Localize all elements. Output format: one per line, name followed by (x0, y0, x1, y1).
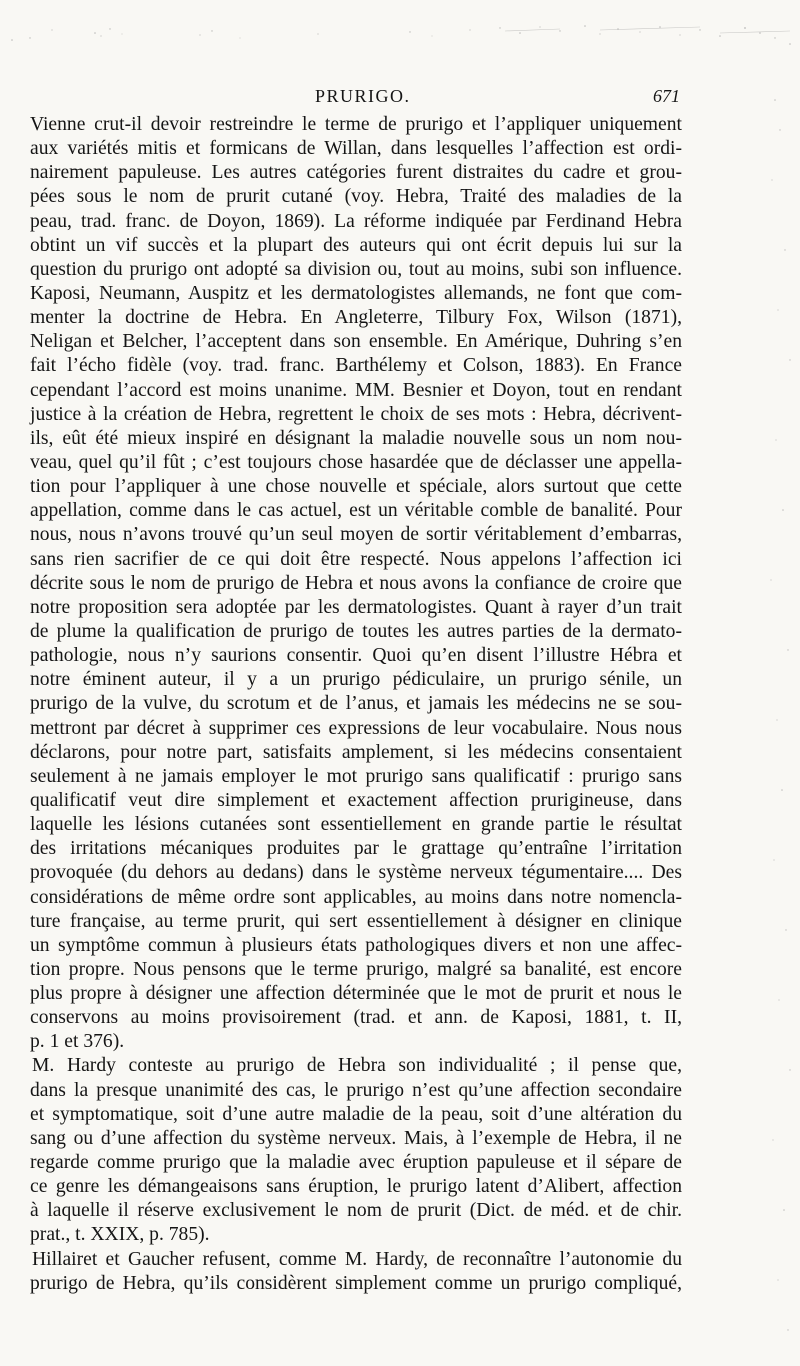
text-line: prat., t. XXIX, p. 785). (30, 1224, 210, 1246)
text-line: dans la presque unanimité des cas, le prurigo n’est qu’une affection secondaire (30, 1079, 682, 1101)
text-line: conservons au moins provisoirement (trad. et ann. de Kaposi, 1881, t. II, (30, 1007, 682, 1029)
text-line: nous, nous n’avons trouvé qu’un seul moyen de sortir véritablement d’embarras, (30, 524, 682, 546)
text-line: appellation, comme dans le cas actuel, est un véritable comble de banalité. Pour (30, 500, 682, 522)
text-line: tion propre. Nous pensons que le terme prurigo, malgré sa banalité, est encore (30, 958, 682, 980)
text-line: sang ou d’une affection du système nerveux. Mais, à l’exemple de Hebra, il ne (30, 1127, 682, 1149)
text-line: p. 1 et 376). (30, 1031, 125, 1053)
text-line: laquelle les lésions cutanées sont essentiellement en grande partie le résultat (30, 814, 682, 836)
text-line: M. Hardy conteste au prurigo de Hebra son individualité ; il pense que, (32, 1055, 682, 1077)
text-line: ture française, au terme prurit, qui sert essentiellement à désigner en clinique (30, 910, 682, 932)
paragraph-2 (30, 1054, 682, 1247)
text-line: regarde comme prurigo que la maladie avec éruption papuleuse et il sépare de (30, 1152, 682, 1174)
paragraph-3 (30, 1248, 682, 1296)
text-line: Vienne crut-il devoir restreindre le terme de prurigo et l’appliquer uniquement (30, 114, 682, 135)
body-text (30, 113, 682, 1296)
text-line: pathologie, nous n’y saurions consentir. Quoi qu’en disent l’illustre Hébra et (30, 645, 682, 667)
text-line: obtint un vif succès et la plupart des auteurs qui ont écrit depuis lui sur la (30, 234, 682, 256)
text-line: tion pour l’appliquer à une chose nouvelle et spéciale, alors surtout que cette (30, 476, 682, 498)
text-line: veau, quel qu’il fût ; c’est toujours chose hasardée que de déclasser une appella- (30, 451, 682, 473)
text-line: ce genre les démangeaisons sans éruption, le prurigo latent d’Alibert, affection (30, 1176, 682, 1198)
text-line: décrite sous le nom de prurigo de Hebra et nous avons la confiance de croire que (30, 572, 682, 594)
text-line: Neligan et Belcher, l’acceptent dans son ensemble. En Amérique, Duhring s’en (30, 331, 682, 353)
text-line: prurigo de Hebra, qu’ils considèrent simplement comme un prurigo compliqué, (30, 1272, 682, 1294)
text-line: notre proposition sera adoptée par les dermatologistes. Quant à rayer d’un trait (30, 596, 682, 618)
text-line: de plume la qualification de prurigo de toutes les autres parties de la dermato- (30, 620, 682, 642)
text-line: un symptôme commun à plusieurs états pathologiques divers et non une affec- (30, 934, 682, 956)
running-title: PRURIGO. (315, 86, 411, 106)
text-line: sans rien sacrifier de ce qui doit être respecté. Nous appelons l’affection ici (30, 548, 682, 570)
text-line: provoquée (du dehors au dedans) dans le système nerveux tégumentaire.... Des (30, 862, 682, 884)
page-number: 671 (653, 86, 680, 106)
text-line: justice à la création de Hebra, regrettent le choix de ses mots : Hebra, décrivent- (30, 403, 682, 425)
text-line: des irritations mécaniques produites par le grattage qu’entraîne l’irritation (30, 838, 682, 860)
text-line: question du prurigo ont adopté sa division ou, tout au moins, subi son influence. (30, 258, 682, 280)
text-line: Hillairet et Gaucher refusent, comme M. Hardy, de reconnaître l’autonomie du (32, 1248, 682, 1270)
scan-noise-top (0, 0, 800, 60)
text-line: cependant l’accord est moins unanime. MM. Besnier et Doyon, tout en rendant (30, 379, 682, 401)
text-line: déclarons, pour notre part, satisfaits amplement, si les médecins consentaient (30, 741, 682, 763)
text-line: plus propre à désigner une affection déterminée que le mot de prurit et nous le (30, 983, 682, 1005)
text-line: notre éminent auteur, il y a un prurigo pédiculaire, un prurigo sénile, un (30, 669, 682, 691)
text-line: nairement papuleuse. Les autres catégories furent distraites du cadre et grou- (30, 162, 682, 184)
text-line: prurigo de la vulve, du scrotum et de l’anus, et jamais les médecins ne se sou- (30, 693, 682, 715)
text-line: Kaposi, Neumann, Auspitz et les dermatologistes allemands, ne font que com- (30, 282, 682, 304)
text-line: ils, eût été mieux inspiré en désignant la maladie nouvelle sous un nom nou- (30, 427, 682, 449)
text-line: menter la doctrine de Hebra. En Angleterre, Tilbury Fox, Wilson (1871), (30, 307, 682, 329)
text-line: considérations de même ordre sont applicables, au moins dans notre nomencla- (30, 886, 682, 908)
text-line: peau, trad. franc. de Doyon, 1869). La réforme indiquée par Ferdinand Hebra (30, 210, 682, 232)
paragraph-1 (30, 113, 682, 1054)
running-header (30, 86, 680, 108)
text-line: seulement à ne jamais employer le mot prurigo sans qualificatif : prurigo sans (30, 765, 682, 787)
text-line: mettront par décret à supprimer ces expressions de leur vocabulaire. Nous nous (30, 717, 682, 739)
text-line: pées sous le nom de prurit cutané (voy. Hebra, Traité des maladies de la (30, 186, 682, 208)
text-line: aux variétés mitis et formicans de Willan, dans lesquelles l’affection est ordi- (30, 138, 682, 160)
text-line: à laquelle il réserve exclusivement le nom de prurit (Dict. de méd. et de chir. (30, 1200, 682, 1222)
text-line: fait l’écho fidèle (voy. trad. franc. Barthélemy et Colson, 1883). En France (30, 355, 682, 377)
text-line: qualificatif veut dire simplement et exactement affection prurigineuse, dans (30, 789, 682, 811)
scan-noise-right (750, 60, 800, 1360)
text-line: et symptomatique, soit d’une autre maladie de la peau, soit d’une altération du (30, 1103, 682, 1125)
